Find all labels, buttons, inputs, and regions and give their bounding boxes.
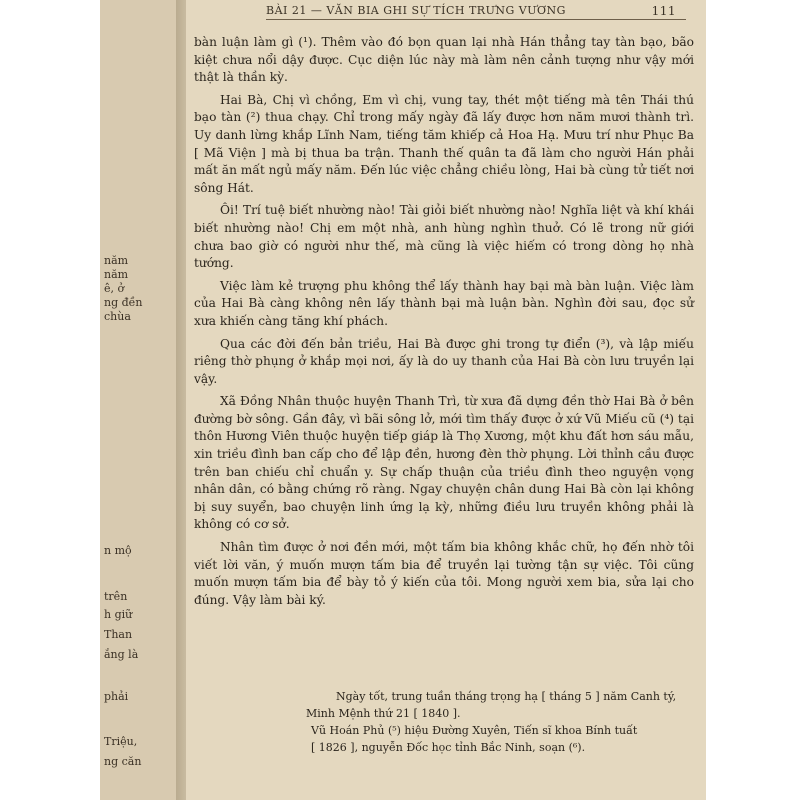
signature-line: Ngày tốt, trung tuần tháng trọng hạ [ tháng 5 ] năm Canh tý, xyxy=(336,690,677,703)
paragraph: Xã Đồng Nhân thuộc huyện Thanh Trì, từ xưa đã dựng đền thờ Hai Bà ở bên đường bờ sông. Gần đây, vì bãi sông lở, mới tìm thấy được ở xứ Vũ Miếu cũ (⁴) tại thôn Hương Viên thuộc huyện tiếp giáp là Thọ Xương, một khu đất hơn sáu mẫu, xin triều đình ban cấp cho để lập đền, hương đèn thờ phụng. Lời thỉnh cầu được trên ban chiếu chỉ chuẩn y. Sự chấp thuận của triều đình theo nguyện vọng nhân dân, có bằng chứng rõ ràng. Ngay chuyện chân dung Hai Bà còn lại không bị suy suyển, bao chuyện linh ứng lạ kỳ, những điều lưu truyền không phải là không có cơ sở. xyxy=(194,394,694,532)
left-page-text: Triệu, xyxy=(104,735,138,748)
left-page-text: năm xyxy=(104,268,129,281)
left-page-fragment xyxy=(100,0,182,800)
page-number: 111 xyxy=(651,4,676,18)
running-title: BÀI 21 — VĂN BIA GHI SỰ TÍCH TRƯNG VƯƠNG xyxy=(266,4,566,17)
paragraph: Việc làm kẻ trượng phu không thể lấy thành hay bại mà bàn luận. Việc làm của Hai Bà càng không nên lấy thành bại mà luận bàn. Nghìn đời sau, đọc sử xưa khiến càng tăng khí phách. xyxy=(194,278,694,328)
signature-line: Minh Mệnh thứ 21 [ 1840 ]. xyxy=(306,707,461,720)
background-right xyxy=(706,0,800,800)
paragraph: Qua các đời đến bản triều, Hai Bà được ghi trong tự điển (³), và lập miếu riêng thờ phụng ở khắp mọi nơi, ấy là do uy thanh của Hai Bà còn lưu truyền lại vậy. xyxy=(194,336,694,386)
left-page-text: ê, ở xyxy=(104,282,125,295)
paragraph: Ôi! Trí tuệ biết nhường nào! Tài giỏi biết nhường nào! Nghĩa liệt và khí khái biết nhường nào! Chị em một nhà, anh hùng nghìn thuở. Có lẽ trong nữ giới chưa bao giờ có người như thế, mà cũng là việc hiếm có trong dòng họ nhà tướng. xyxy=(194,203,694,271)
left-page-text: n mộ xyxy=(104,544,132,557)
left-page-text: phải xyxy=(104,690,129,703)
paragraph: bàn luận làm gì (¹). Thêm vào đó bọn quan lại nhà Hán thẳng tay tàn bạo, bão kiệt chưa nổi dậy được. Cục diện lúc này mà làm nên cảnh tượng như vậy mới thật là thần kỳ. xyxy=(194,35,694,85)
book-page xyxy=(186,0,706,800)
left-page-text: ng căn xyxy=(104,755,142,768)
left-page-text: Than xyxy=(104,628,133,641)
page-header xyxy=(266,2,686,20)
header-rule xyxy=(266,19,686,20)
left-page-text: năm xyxy=(104,254,129,267)
left-page-text: h giữ xyxy=(104,608,133,621)
signature-line: [ 1826 ], nguyễn Đốc học tỉnh Bắc Ninh, soạn (⁶). xyxy=(311,741,586,754)
signature-block xyxy=(186,688,706,756)
left-page-text: ắng là xyxy=(104,648,139,661)
left-page-text: trên xyxy=(104,590,128,603)
signature-line: Vũ Hoán Phủ (⁵) hiệu Đường Xuyên, Tiến sĩ khoa Bính tuất xyxy=(311,724,638,737)
left-page-text: ng đền xyxy=(104,296,143,309)
paragraph: Hai Bà, Chị vì chồng, Em vì chị, vung tay, thét một tiếng mà tên Thái thú bạo tàn (²) thua chạy. Chỉ trong mấy ngày đã lấy được hơn năm mươi thành trì. Uy danh lừng khắp Lĩnh Nam, tiếng tăm khiếp cả Hoa Hạ. Mưu trí như Phục Ba [ Mã Viện ] mà bị thua ba trận. Thanh thế quân ta đã làm cho người Hán phải mất ăn mất ngủ mấy năm. Đến lúc việc chẳng chiều lòng, Hai bà cùng tử tiết nơi sông Hát. xyxy=(194,92,694,195)
paragraph: Nhân tìm được ở nơi đền mới, một tấm bia không khắc chữ, họ đến nhờ tôi viết lời văn, ý muốn mượn tấm bia để truyền lại tường tận sự việc. Tôi cũng muốn mượn tấm bia để bày tỏ ý kiến của tôi. Mong người xem bia, sửa lại cho đúng. Vậy làm bài ký. xyxy=(194,540,694,607)
left-page-text: chùa xyxy=(104,310,131,323)
page-body xyxy=(194,34,694,614)
